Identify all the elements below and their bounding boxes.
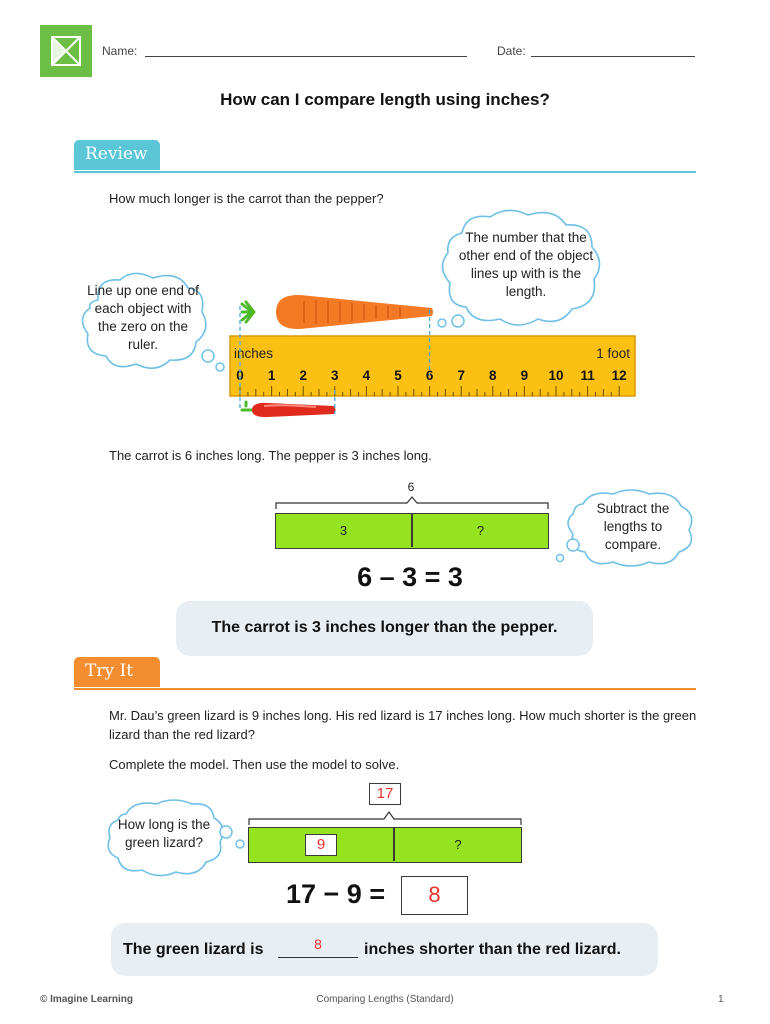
ruler-number: 6 [425, 368, 434, 383]
ruler-unit-label: inches [234, 346, 274, 361]
model-part-label: 3 [339, 523, 348, 538]
cloud-left-text: Line up one end of each object with the zero on the ruler. [87, 283, 199, 352]
date-line[interactable] [531, 56, 695, 57]
try-equation: 17 − 9 = [286, 879, 386, 909]
page-title: How can I compare length using inches? [220, 90, 550, 109]
brand-logo-icon [40, 25, 92, 77]
model-total-label: 6 [407, 480, 415, 494]
cloud-lizard-text: How long is the green lizard? [117, 817, 211, 850]
review-divider [74, 171, 696, 173]
ruler-number: 9 [520, 368, 529, 383]
try-model-brace [248, 805, 523, 827]
ruler-number: 11 [580, 368, 595, 383]
ruler-body [230, 336, 635, 396]
try-answer-box [111, 923, 658, 976]
footer-copyright: © Imagine Learning [40, 994, 133, 1005]
review-tab: Review [74, 140, 160, 170]
equation-answer-box[interactable]: 8 [401, 876, 468, 915]
try-it-instruction: Complete the model. Then use the model to solve. [109, 757, 400, 772]
ruler-number: 2 [299, 368, 307, 383]
try-answer-fill[interactable]: 8 [278, 936, 358, 958]
ruler-number: 1 [267, 368, 276, 383]
cloud-right-text: The number that the other end of the object lines up with is the length. [458, 230, 594, 299]
brand-logo [40, 25, 92, 77]
ruler-number: 8 [489, 368, 497, 383]
date-label: Date: [497, 44, 526, 58]
ruler-number: 0 [236, 368, 244, 383]
review-equation: 6 – 3 = 3 [357, 562, 463, 592]
name-label: Name: [102, 44, 138, 58]
ruler-number: 4 [362, 368, 371, 383]
ruler-foot-label: 1 foot [596, 346, 630, 361]
ruler-number: 10 [548, 368, 564, 383]
ruler-number: 5 [394, 368, 402, 383]
footer-course: Comparing Lengths (Standard) [316, 994, 454, 1005]
tape-model-try [248, 827, 522, 863]
try-it-problem: Mr. Dau’s green lizard is 9 inches long. His red lizard is 17 inches long. How much shorter is the green lizard than the red lizard? [109, 708, 697, 742]
review-answer: The carrot is 3 inches longer than the pepper. [211, 619, 558, 636]
model-brace [275, 495, 550, 511]
try-answer-suffix: inches shorter than the red lizard. [364, 941, 621, 958]
try-unknown-label: ? [454, 837, 462, 852]
tape-model-review [275, 513, 549, 549]
carrot-icon [242, 295, 433, 329]
ruler-number: 3 [331, 368, 339, 383]
ruler-figure [220, 290, 640, 425]
pepper-icon [242, 402, 336, 417]
review-answer-box [176, 601, 593, 656]
review-question: How much longer is the carrot than the pepper? [109, 191, 384, 206]
try-it-divider [74, 688, 696, 690]
footer-page-number: 1 [718, 994, 724, 1005]
total-answer-box[interactable]: 17 [369, 783, 401, 805]
ruler-number: 7 [457, 368, 465, 383]
name-line[interactable] [145, 56, 467, 57]
part-answer-box[interactable]: 9 [305, 834, 337, 856]
ruler-number: 12 [611, 368, 627, 383]
cloud-subtract-text: Subtract the lengths to compare. [596, 501, 670, 552]
review-statement: The carrot is 6 inches long. The pepper is 3 inches long. [109, 448, 432, 463]
try-answer-prefix: The green lizard is [123, 941, 264, 958]
try-it-tab: Try It [74, 657, 160, 687]
model-unknown-label: ? [476, 523, 485, 538]
